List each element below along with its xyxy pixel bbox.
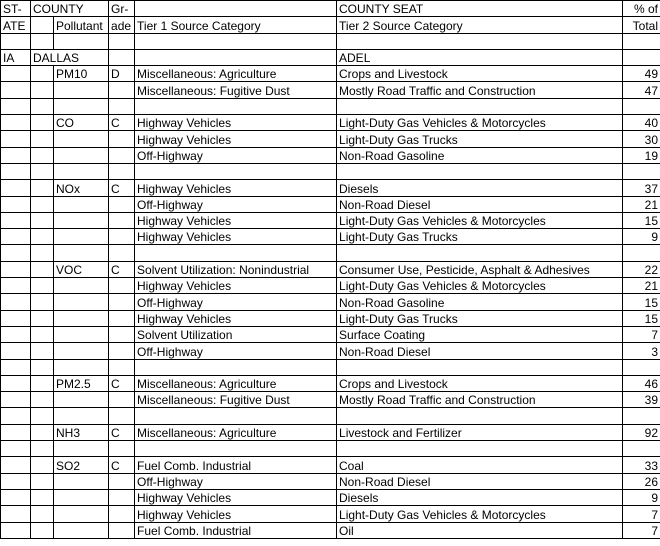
table-row	[1, 131, 660, 147]
header-cell: COUNTY	[31, 1, 109, 17]
tier2-cell: Non-Road Diesel	[337, 343, 623, 359]
table-cell	[109, 294, 135, 310]
table-cell	[1, 278, 31, 294]
tier1-cell: Highway Vehicles	[135, 180, 337, 196]
table-cell	[109, 489, 135, 505]
table-row	[1, 326, 660, 342]
header-cell: Tier 2 Source Category	[337, 17, 623, 33]
tier1-cell: Highway Vehicles	[135, 212, 337, 228]
header-cell: COUNTY SEAT	[337, 1, 623, 17]
tier1-cell: Off-Highway	[135, 147, 337, 163]
table-cell	[1, 375, 31, 391]
table-cell	[54, 522, 109, 538]
pct-cell: 26	[623, 473, 660, 489]
pct-cell: 7	[623, 326, 660, 342]
blank-row	[1, 98, 660, 114]
table-row	[1, 180, 660, 196]
table-row	[1, 261, 660, 277]
tier1-cell: Off-Highway	[135, 196, 337, 212]
blank-row	[1, 245, 660, 261]
table-row	[1, 310, 660, 326]
tier2-cell: Non-Road Gasoline	[337, 294, 623, 310]
tier2-cell: Crops and Livestock	[337, 375, 623, 391]
table-cell	[54, 408, 109, 424]
grade-cell: C	[109, 261, 135, 277]
table-row	[1, 522, 660, 538]
blank-row	[1, 33, 660, 49]
table-cell	[623, 98, 660, 114]
tier2-cell: Oil	[337, 522, 623, 538]
table-cell	[109, 82, 135, 98]
table-cell	[31, 147, 54, 163]
table-cell	[31, 196, 54, 212]
tier2-cell: Coal	[337, 457, 623, 473]
table-cell	[31, 66, 54, 82]
table-cell	[109, 147, 135, 163]
grade-cell: C	[109, 424, 135, 440]
tier2-cell: Diesels	[337, 489, 623, 505]
table-cell	[337, 98, 623, 114]
table-cell	[31, 294, 54, 310]
table-cell	[31, 473, 54, 489]
table-cell	[54, 359, 109, 375]
table-row	[1, 278, 660, 294]
pollutant-cell: NOx	[54, 180, 109, 196]
table-cell	[1, 245, 31, 261]
table-cell	[623, 359, 660, 375]
pollutant-cell: PM2.5	[54, 375, 109, 391]
blank-row	[1, 359, 660, 375]
table-row	[1, 457, 660, 473]
table-row	[1, 212, 660, 228]
table-cell	[623, 408, 660, 424]
table-row	[1, 392, 660, 408]
tier2-cell: Light-Duty Gas Vehicles & Motorcycles	[337, 278, 623, 294]
table-cell	[109, 506, 135, 522]
table-cell	[31, 359, 54, 375]
pct-cell: 39	[623, 392, 660, 408]
table-cell	[337, 408, 623, 424]
table-cell	[54, 343, 109, 359]
tier1-cell: Miscellaneous: Agriculture	[135, 424, 337, 440]
table-cell	[54, 278, 109, 294]
header-cell: ST-	[1, 1, 31, 17]
table-cell	[109, 473, 135, 489]
table-row	[1, 375, 660, 391]
header-cell: % of	[623, 1, 660, 17]
pollutant-cell: NH3	[54, 424, 109, 440]
pollutant-cell: PM10	[54, 66, 109, 82]
table-cell	[109, 212, 135, 228]
table-cell	[31, 163, 54, 179]
table-cell	[109, 359, 135, 375]
county-row	[1, 49, 660, 65]
grade-cell: C	[109, 457, 135, 473]
tier1-cell: Fuel Comb. Industrial	[135, 457, 337, 473]
table-cell	[1, 261, 31, 277]
tier2-cell: Mostly Road Traffic and Construction	[337, 392, 623, 408]
table-cell	[31, 506, 54, 522]
table-cell	[623, 163, 660, 179]
table-cell	[54, 131, 109, 147]
table-cell	[1, 196, 31, 212]
tier1-cell: Off-Highway	[135, 294, 337, 310]
pct-cell: 40	[623, 115, 660, 131]
tier1-cell: Highway Vehicles	[135, 310, 337, 326]
table-cell	[109, 131, 135, 147]
table-row	[1, 473, 660, 489]
table-cell	[1, 294, 31, 310]
table-cell	[54, 441, 109, 457]
table-cell	[31, 326, 54, 342]
table-cell	[31, 180, 54, 196]
tier1-cell: Miscellaneous: Fugitive Dust	[135, 82, 337, 98]
table-cell	[31, 343, 54, 359]
blank-row	[1, 163, 660, 179]
table-cell	[1, 457, 31, 473]
tier2-cell: Light-Duty Gas Trucks	[337, 229, 623, 245]
pct-cell: 37	[623, 180, 660, 196]
grade-cell: C	[109, 115, 135, 131]
table-cell	[31, 310, 54, 326]
table-cell	[31, 457, 54, 473]
grade-cell	[109, 49, 135, 65]
tier1-cell: Highway Vehicles	[135, 278, 337, 294]
table-cell	[54, 489, 109, 505]
table-cell	[337, 359, 623, 375]
pct-cell	[623, 49, 660, 65]
tier1-cell: Off-Highway	[135, 343, 337, 359]
pct-cell: 47	[623, 82, 660, 98]
header-cell: ATE	[1, 17, 31, 33]
tier1-cell: Solvent Utilization	[135, 326, 337, 342]
tier1-cell: Solvent Utilization: Nonindustrial	[135, 261, 337, 277]
table-cell	[109, 245, 135, 261]
table-cell	[623, 245, 660, 261]
table-cell	[109, 310, 135, 326]
pct-cell: 92	[623, 424, 660, 440]
table-cell	[54, 33, 109, 49]
header-cell	[31, 17, 54, 33]
tier2-cell: Light-Duty Gas Trucks	[337, 131, 623, 147]
table-cell	[1, 115, 31, 131]
grade-cell: C	[109, 375, 135, 391]
tier1-cell: Highway Vehicles	[135, 115, 337, 131]
table-row	[1, 229, 660, 245]
tier1-cell	[135, 49, 337, 65]
table-cell	[54, 310, 109, 326]
pollutant-cell: SO2	[54, 457, 109, 473]
table-cell	[1, 522, 31, 538]
table-row	[1, 489, 660, 505]
table-cell	[31, 131, 54, 147]
table-cell	[54, 326, 109, 342]
table-cell	[109, 163, 135, 179]
pct-cell: 21	[623, 196, 660, 212]
table-cell	[54, 82, 109, 98]
pct-cell: 15	[623, 212, 660, 228]
county-cell: DALLAS	[31, 49, 109, 65]
table-row	[1, 66, 660, 82]
tier1-cell: Miscellaneous: Fugitive Dust	[135, 392, 337, 408]
tier2-cell: Light-Duty Gas Vehicles & Motorcycles	[337, 506, 623, 522]
table-cell	[31, 33, 54, 49]
table-cell	[54, 212, 109, 228]
table-cell	[1, 310, 31, 326]
blank-row	[1, 408, 660, 424]
tier2-cell: Light-Duty Gas Trucks	[337, 310, 623, 326]
pct-cell: 9	[623, 229, 660, 245]
table-row	[1, 147, 660, 163]
table-cell	[31, 261, 54, 277]
table-cell	[135, 245, 337, 261]
table-cell	[1, 392, 31, 408]
table-cell	[135, 441, 337, 457]
table-cell	[31, 375, 54, 391]
table-cell	[1, 66, 31, 82]
table-cell	[1, 506, 31, 522]
table-cell	[54, 163, 109, 179]
grade-cell: D	[109, 66, 135, 82]
pct-cell: 33	[623, 457, 660, 473]
table-cell	[54, 147, 109, 163]
table-cell	[109, 343, 135, 359]
table-cell	[54, 506, 109, 522]
table-cell	[31, 278, 54, 294]
table-row	[1, 115, 660, 131]
table-cell	[31, 229, 54, 245]
table-cell	[31, 408, 54, 424]
table-cell	[109, 522, 135, 538]
table-row	[1, 82, 660, 98]
table-cell	[1, 441, 31, 457]
table-row	[1, 294, 660, 310]
header-cell: Pollutant	[54, 17, 109, 33]
table-cell	[31, 522, 54, 538]
tier2-cell: Livestock and Fertilizer	[337, 424, 623, 440]
table-row	[1, 424, 660, 440]
table-cell	[31, 98, 54, 114]
pct-cell: 3	[623, 343, 660, 359]
table-cell	[1, 131, 31, 147]
table-cell	[109, 441, 135, 457]
pollutant-cell: VOC	[54, 261, 109, 277]
table-cell	[31, 441, 54, 457]
table-cell	[1, 82, 31, 98]
tier2-cell: Non-Road Diesel	[337, 473, 623, 489]
pct-cell: 46	[623, 375, 660, 391]
tier2-cell: Diesels	[337, 180, 623, 196]
table-cell	[109, 392, 135, 408]
table-cell	[1, 33, 31, 49]
pollutant-cell: CO	[54, 115, 109, 131]
table-cell	[1, 180, 31, 196]
table-cell	[109, 408, 135, 424]
pct-cell: 15	[623, 310, 660, 326]
table-cell	[54, 229, 109, 245]
table-row	[1, 343, 660, 359]
table-row	[1, 196, 660, 212]
header-row-2	[1, 17, 660, 33]
header-cell	[135, 1, 337, 17]
header-cell: Total	[623, 17, 660, 33]
table-cell	[31, 424, 54, 440]
tier2-cell: Mostly Road Traffic and Construction	[337, 82, 623, 98]
table-cell	[31, 82, 54, 98]
pct-cell: 19	[623, 147, 660, 163]
tier1-cell: Off-Highway	[135, 473, 337, 489]
table-cell	[337, 245, 623, 261]
table-cell	[54, 196, 109, 212]
table-row	[1, 506, 660, 522]
table-cell	[1, 147, 31, 163]
pct-cell: 7	[623, 522, 660, 538]
table-cell	[1, 359, 31, 375]
header-cell: Tier 1 Source Category	[135, 17, 337, 33]
blank-row	[1, 441, 660, 457]
table-cell	[1, 424, 31, 440]
table-body	[1, 1, 660, 539]
table-cell	[135, 33, 337, 49]
tier1-cell: Highway Vehicles	[135, 506, 337, 522]
table-cell	[109, 196, 135, 212]
table-cell	[54, 294, 109, 310]
table-cell	[337, 33, 623, 49]
table-cell	[54, 98, 109, 114]
table-cell	[1, 343, 31, 359]
table-cell	[109, 278, 135, 294]
state-cell: IA	[1, 49, 31, 65]
table-cell	[337, 163, 623, 179]
table-cell	[31, 245, 54, 261]
table-cell	[135, 98, 337, 114]
tier1-cell: Fuel Comb. Industrial	[135, 522, 337, 538]
tier1-cell: Highway Vehicles	[135, 489, 337, 505]
table-cell	[1, 212, 31, 228]
header-cell: Gr-	[109, 1, 135, 17]
tier2-cell: Non-Road Diesel	[337, 196, 623, 212]
pct-cell: 49	[623, 66, 660, 82]
tier2-cell: Surface Coating	[337, 326, 623, 342]
pct-cell: 15	[623, 294, 660, 310]
table-cell	[109, 326, 135, 342]
tier1-cell: Miscellaneous: Agriculture	[135, 66, 337, 82]
header-row-1	[1, 1, 660, 17]
tier2-cell: Crops and Livestock	[337, 66, 623, 82]
tier2-cell: Light-Duty Gas Vehicles & Motorcycles	[337, 115, 623, 131]
table-cell	[623, 33, 660, 49]
table-cell	[31, 115, 54, 131]
table-cell	[1, 229, 31, 245]
table-cell	[1, 489, 31, 505]
table-cell	[1, 163, 31, 179]
table-cell	[31, 489, 54, 505]
tier2-cell: Consumer Use, Pesticide, Asphalt & Adhesives	[337, 261, 623, 277]
table-cell	[109, 98, 135, 114]
pct-cell: 21	[623, 278, 660, 294]
tier2-cell: Light-Duty Gas Vehicles & Motorcycles	[337, 212, 623, 228]
table-cell	[109, 229, 135, 245]
tier2-cell: Non-Road Gasoline	[337, 147, 623, 163]
pct-cell: 9	[623, 489, 660, 505]
table-cell	[31, 392, 54, 408]
table-cell	[54, 392, 109, 408]
tier1-cell: Highway Vehicles	[135, 131, 337, 147]
grade-cell: C	[109, 180, 135, 196]
table-cell	[1, 408, 31, 424]
tier1-cell: Highway Vehicles	[135, 229, 337, 245]
table-cell	[135, 408, 337, 424]
table-cell	[135, 163, 337, 179]
table-cell	[623, 441, 660, 457]
table-cell	[135, 359, 337, 375]
tier1-cell: Miscellaneous: Agriculture	[135, 375, 337, 391]
table-cell	[337, 441, 623, 457]
table-cell	[31, 212, 54, 228]
header-cell: ade	[109, 17, 135, 33]
table-cell	[1, 98, 31, 114]
county-seat-cell: ADEL	[337, 49, 623, 65]
pct-cell: 22	[623, 261, 660, 277]
table-cell	[54, 245, 109, 261]
pct-cell: 30	[623, 131, 660, 147]
table-cell	[1, 326, 31, 342]
pct-cell: 7	[623, 506, 660, 522]
table-cell	[1, 473, 31, 489]
table-cell	[109, 33, 135, 49]
table-cell	[54, 473, 109, 489]
